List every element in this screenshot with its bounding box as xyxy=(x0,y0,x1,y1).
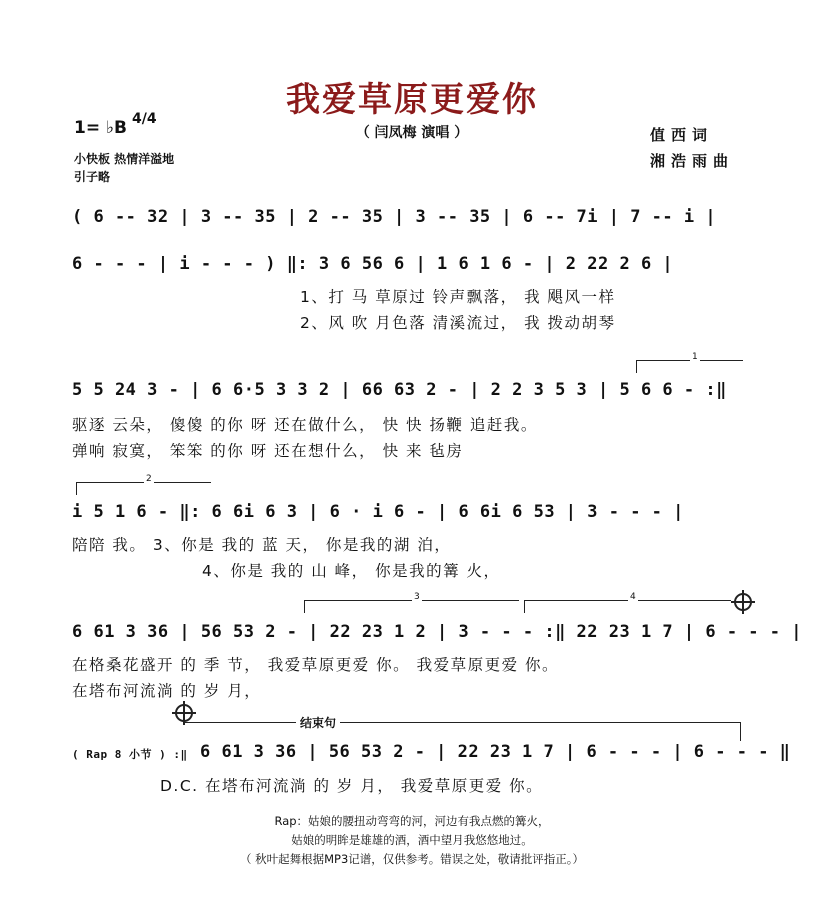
score-row-5: 6 61 3 36 | 56 53 2 - | 22 23 1 2 | 3 - - - :‖ 22 23 1 7 | 6 - - - | xyxy=(72,622,802,642)
lyricist-credit: 值西词 xyxy=(650,126,714,144)
lyric-row-4-verse-1: 陪陪 我。 3、你是 我的 蓝 天， 你是我的湖 泊， xyxy=(72,536,452,554)
transcription-footnote: （ 秋叶起舞根据MP3记谱，仅供参考。错误之处，敬请批评指正。） xyxy=(239,852,585,866)
song-subtitle: （ 闫凤梅 演唱 ） xyxy=(355,125,469,141)
rap-line-2: 姑娘的明眸是雄雄的酒，酒中望月我悠悠地过。 xyxy=(291,833,533,847)
intro-note: 引子略 xyxy=(74,170,111,184)
lyric-row-3-verse-1: 驱逐 云朵， 傻傻 的你 呀 还在做什么， 快 快 扬鞭 追赶我。 xyxy=(72,416,538,434)
volta-2-bracket xyxy=(76,474,211,495)
volta-1-label: 1 xyxy=(692,352,698,362)
volta-2-label: 2 xyxy=(146,474,152,484)
volta-4-bracket xyxy=(524,592,731,613)
score-row-1: ( 6 -- 32 | 3 -- 35 | 2 -- 35 | 3 -- 35 | 6 -- 7i | 7 -- i | xyxy=(72,207,717,227)
composer-credit: 湘浩雨曲 xyxy=(650,152,735,170)
lyric-row-2-verse-1: 1、打 马 草原过 铃声飘落， 我 飓风一样 xyxy=(300,288,616,306)
score-row-2: 6 - - - | i - - - ) ‖: 3 6 56 6 | 1 6 1 6 - | 2 22 2 6 | xyxy=(72,254,674,274)
lyric-row-6: D.C. 在塔布河流淌 的 岁 月， 我爱草原更爱 你。 xyxy=(160,777,544,795)
song-title: 我爱草原更爱你 xyxy=(286,80,538,120)
time-signature: 4/4 xyxy=(132,111,157,127)
coda-sign-ending-icon xyxy=(175,704,193,722)
lyric-row-4-verse-2: 4、你是 我的 山 峰， 你是我的篝 火， xyxy=(202,562,501,580)
volta-1-bracket xyxy=(636,352,743,373)
coda-sign-icon xyxy=(734,593,752,611)
score-row-6: 6 61 3 36 | 56 53 2 - | 22 23 1 7 | 6 - - - | 6 - - - ‖ xyxy=(200,742,791,762)
score-row-3: 5 5 24 3 - | 6 6·5 3 3 2 | 66 63 2 - | 2 2 3 5 3 | 5 6 6 - :‖ xyxy=(72,380,727,400)
ending-bracket xyxy=(184,722,741,741)
rap-bar-marker: ( Rap 8 小节 ) :‖ xyxy=(72,748,188,761)
lyric-row-2-verse-2: 2、风 吹 月色落 清溪流过， 我 拨动胡琴 xyxy=(300,314,616,332)
volta-4-label: 4 xyxy=(630,592,636,602)
volta-3-label: 3 xyxy=(414,592,420,602)
lyric-row-5-verse-2: 在塔布河流淌 的 岁 月， xyxy=(72,682,262,700)
rap-line-1: Rap：姑娘的腰扭动弯弯的河，河边有我点燃的篝火， xyxy=(274,814,550,828)
score-row-4: i 5 1 6 - ‖: 6 6i 6 3 | 6 · i 6 - | 6 6i 6 53 | 3 - - - | xyxy=(72,502,684,522)
volta-3-bracket xyxy=(304,592,519,613)
lyric-row-5-verse-1: 在格桑花盛开 的 季 节， 我爱草原更爱 你。 我爱草原更爱 你。 xyxy=(72,656,559,674)
key-signature: 1= ♭B xyxy=(74,118,127,138)
lyric-row-3-verse-2: 弹响 寂寞， 笨笨 的你 呀 还在想什么， 快 来 毡房 xyxy=(72,442,464,460)
ending-label: 结束句 xyxy=(296,714,340,731)
tempo-marking: 小快板 热情洋溢地 xyxy=(74,152,175,166)
